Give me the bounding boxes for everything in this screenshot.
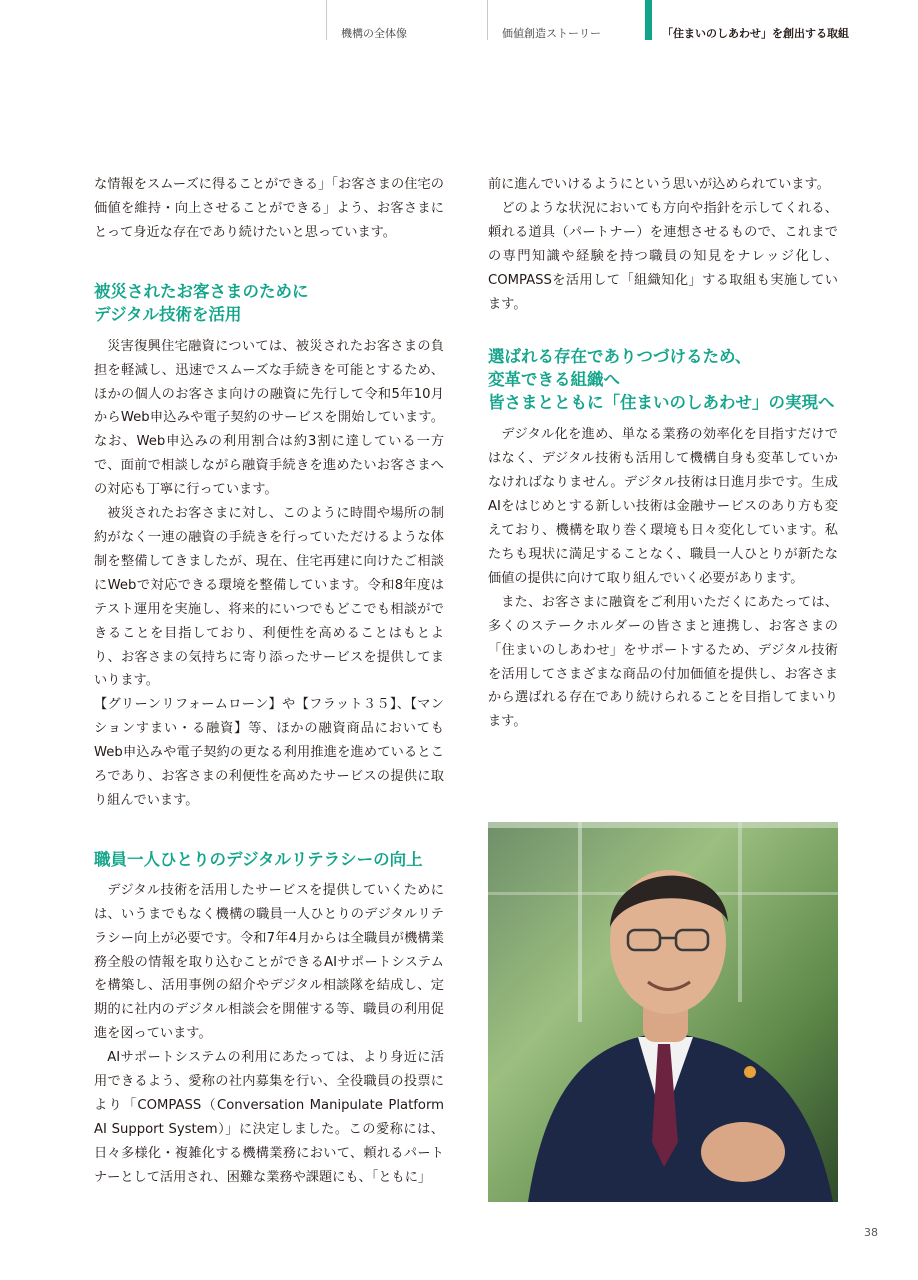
- section-heading-literacy: 職員一人ひとりのデジタルリテラシーの向上: [94, 849, 423, 869]
- right-column: [488, 173, 838, 734]
- disaster-paragraph-3: 【グリーンリフォームローン】や【フラット３５】、【マンションすまい・る融資】等、ほかの融資商品においてもWeb申込みや電子契約の更なる利用推進を進めているところであり、お客さまの利便性を高めたサービスの提供に取り組んでいます。: [94, 697, 444, 808]
- section-heading-transformation-line3: 皆さまとともに「住まいのしあわせ」の実現へ: [488, 393, 835, 413]
- nav-tab-value-story-label: 価値創造ストーリー: [502, 27, 601, 40]
- executive-portrait-photo: [488, 822, 838, 1202]
- nav-tab-value-story[interactable]: [487, 0, 643, 40]
- literacy-paragraph-1: デジタル技術を活用したサービスを提供していくためには、いうまでもなく機構の職員一人ひとりのデジタルリテラシー向上が必要です。令和7年4月からは全職員が機構業務全般の情報を取り込むことができるAIサポートシステムを構築し、活用事例の紹介やデジタル相談隊を結成し、定期的に社内のデジタル相談会を開催する等、職員の利用促進を図っています。: [94, 882, 444, 1042]
- continued-paragraph: 前に進んでいけるようにという思いが込められています。: [488, 177, 830, 192]
- intro-paragraph: な情報をスムーズに得ることができる」「お客さまの住宅の価値を維持・向上させることができる」よう、お客さまにとって身近な存在であり続けたいと思っています。: [94, 177, 444, 240]
- section-heading-disaster: [94, 280, 444, 326]
- section-heading-transformation: [488, 345, 838, 414]
- section-heading-disaster-line2: デジタル技術を活用: [94, 304, 242, 324]
- disaster-paragraph-1: 災害復興住宅融資については、被災されたお客さまの負担を軽減し、迅速でスムーズな手続きを可能とするため、ほかの個人のお客さま向けの融資に先行して令和5年10月からWeb申込みや電子契約のサービスを開始しています。なお、Web申込みの利用割合は約3割に達している一方で、面前で相談しながら融資手続きを進めたいお客さまへの対応も丁寧に行っています。: [94, 338, 444, 498]
- nav-tab-overview[interactable]: [326, 0, 486, 40]
- nav-tab-initiatives[interactable]: [645, 0, 885, 40]
- disaster-paragraph-2: 被災されたお客さまに対し、このように時間や場所の制約がなく一連の融資の手続きを行っていただけるような体制を整備してきましたが、現在、住宅再建に向けたご相談にWebで対応できる環境を整備しています。令和8年度はテスト運用を実施し、将来的にいつでもどこでも相談ができることを目指しており、利便性を高めることはもとより、お客さまの気持ちに寄り添ったサービスを提供してまいります。: [94, 506, 444, 689]
- left-column: [94, 173, 444, 1190]
- nav-tab-initiatives-label: 「住まいのしあわせ」を創出する取組: [662, 27, 849, 40]
- section-heading-transformation-line1: 選ばれる存在でありつづけるため、: [488, 347, 752, 367]
- nav-tab-overview-label: 機構の全体像: [341, 27, 407, 40]
- literacy-paragraph-2: AIサポートシステムの利用にあたっては、より身近に活用できるよう、愛称の社内募集を行い、全役職員の投票により「COMPASS（Conversation Manipulate Platform AI Support System）」に決定しました。この愛称には、日々多様化・複雑化する機構業務において、頼れるパートナーとして活用され、困難な業務や課題にも、「ともに」: [94, 1050, 444, 1185]
- section-heading-disaster-line1: 被災されたお客さまのために: [94, 281, 309, 301]
- transformation-paragraph-2: また、お客さまに融資をご利用いただくにあたっては、多くのステークホルダーの皆さまと連携し、お客さまの「住まいのしあわせ」をサポートするため、デジタル技術を活用してさまざまな商品の付加価値を提供し、お客さまから選ばれる存在であり続けられることを目指してまいります。: [488, 594, 838, 730]
- page-number: 38: [864, 1226, 878, 1239]
- section-heading-transformation-line2: 変革できる組織へ: [488, 370, 620, 390]
- transformation-paragraph-1: デジタル化を進め、単なる業務の効率化を目指すだけではなく、デジタル技術も活用して機構自身も変革していかなければなりません。デジタル技術は日進月歩です。生成AIをはじめとする新しい技術は金融サービスのあり方も変えており、機構を取り巻く環境も日々変化しています。私たちも現状に満足することなく、職員一人ひとりが新たな価値の提供に向けて取り組んでいく必要があります。: [488, 427, 838, 586]
- compass-paragraph: どのような状況においても方向や指針を示してくれる、頼れる道具（パートナー）を連想させるもので、これまでの専門知識や経験を持つ職員の知見をナレッジ化し、COMPASSを活用して「組織知化」する取組も実施しています。: [488, 200, 838, 312]
- portrait-illustration: [488, 822, 838, 1202]
